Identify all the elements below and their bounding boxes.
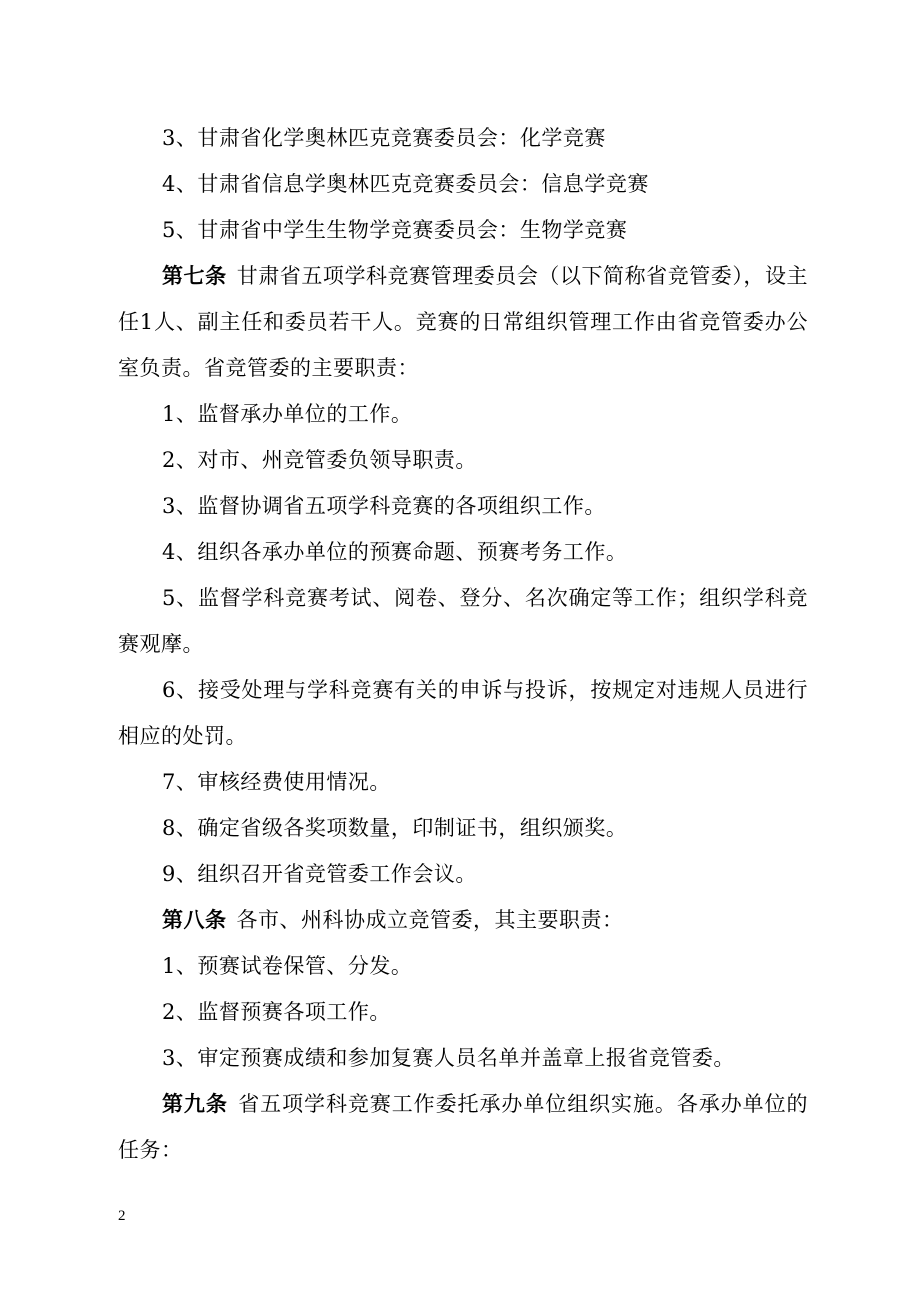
list-item-informatics-committee [118,161,808,207]
page-number: 2 [118,1208,126,1224]
list-item-city-duty-1 [118,943,808,989]
list-item-duty-3 [118,483,808,529]
article-eight-paragraph [118,897,808,943]
paragraph-text: 1、监督承办单位的工作。 [162,402,413,426]
list-item-biology-committee [118,207,808,253]
paragraph-text: 6、接受处理与学科竞赛有关的申诉与投诉，按规定对违规人员进行相应的处罚。 [118,678,808,748]
paragraph-text: 7、审核经费使用情况。 [162,770,391,794]
paragraph-text: 3、监督协调省五项学科竞赛的各项组织工作。 [162,494,606,518]
paragraph-text: 9、组织召开省竞管委工作会议。 [162,862,477,886]
list-item-duty-1 [118,391,808,437]
paragraph-text: 甘肃省五项学科竞赛管理委员会（以下简称省竞管委），设主任1人、副主任和委员若干人。竞赛的日常组织管理工作由省竞管委办公室负责。省竞管委的主要职责： [118,264,809,380]
list-item-duty-6 [118,667,808,759]
article-heading: 第八条 [162,907,227,932]
list-item-city-duty-3 [118,1035,808,1081]
list-item-duty-8 [118,805,808,851]
list-item-duty-2 [118,437,808,483]
paragraph-text: 1、预赛试卷保管、分发。 [162,954,413,978]
list-item-duty-4 [118,529,808,575]
article-nine-paragraph [118,1081,808,1173]
list-item-chemistry-committee [118,115,808,161]
paragraph-text: 2、对市、州竞管委负领导职责。 [162,448,477,472]
article-seven-paragraph [118,253,808,391]
paragraph-text: 各市、州科协成立竞管委，其主要职责： [236,908,624,932]
paragraph-text: 5、监督学科竞赛考试、阅卷、登分、名次确定等工作；组织学科竞赛观摩。 [118,586,808,656]
paragraph-text: 3、审定预赛成绩和参加复赛人员名单并盖章上报省竞管委。 [162,1046,735,1070]
list-item-duty-5 [118,575,808,667]
paragraph-text: 4、组织各承办单位的预赛命题、预赛考务工作。 [162,540,628,564]
article-heading: 第九条 [162,1091,228,1116]
list-item-duty-7 [118,759,808,805]
list-item-duty-9 [118,851,808,897]
paragraph-text: 省五项学科竞赛工作委托承办单位组织实施。各承办单位的任务： [118,1092,809,1162]
paragraph-text: 3、甘肃省化学奥林匹克竞赛委员会：化学竞赛 [162,126,606,150]
article-heading: 第七条 [162,263,227,288]
paragraph-text: 5、甘肃省中学生生物学竞赛委员会：生物学竞赛 [162,218,628,242]
paragraph-text: 2、监督预赛各项工作。 [162,1000,391,1024]
paragraph-text: 4、甘肃省信息学奥林匹克竞赛委员会：信息学竞赛 [162,172,649,196]
paragraph-text: 8、确定省级各奖项数量，印制证书，组织颁奖。 [162,816,628,840]
list-item-city-duty-2 [118,989,808,1035]
